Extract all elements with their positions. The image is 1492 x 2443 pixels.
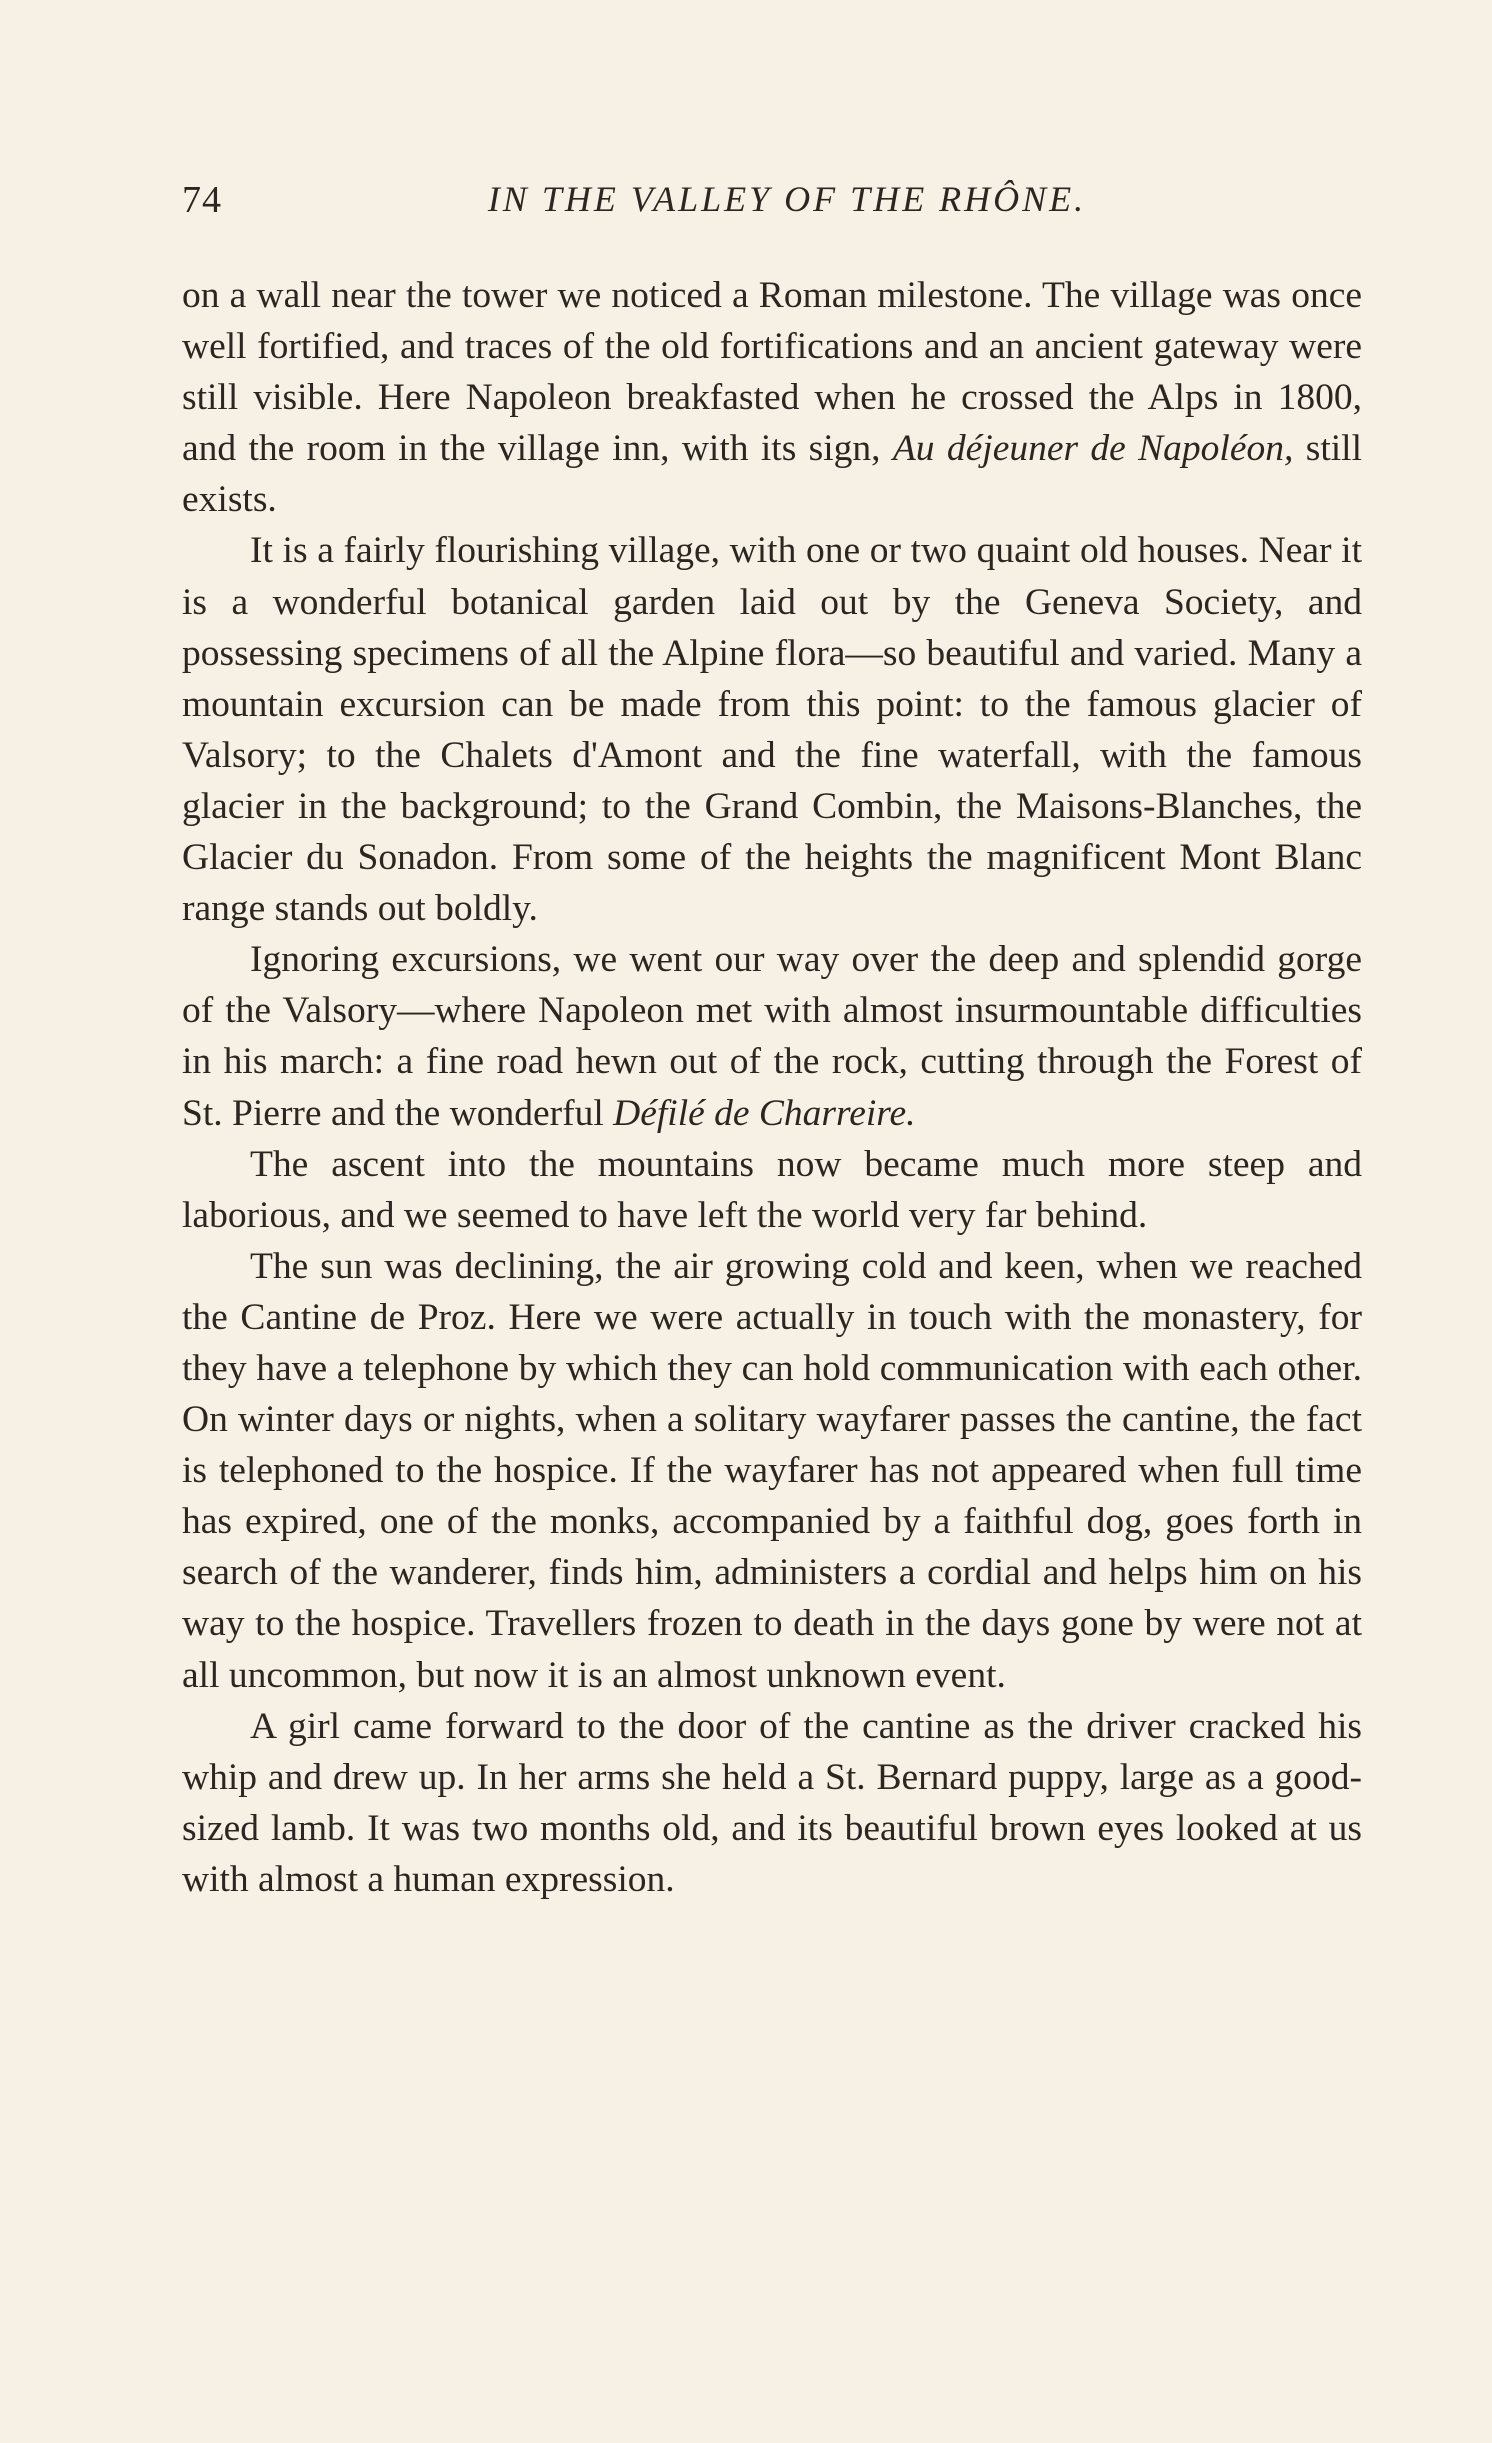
paragraph-1: on a wall near the tower we noticed a Roman milestone. The village was once well fortified, and traces of the old fortifications and an ancient gateway were still visible. Here Napoleon breakfasted when he crossed the Alps in 1800, and the room in the village inn, with its sign, Au déjeuner de Napoléon, still exists. [182,275,1362,521]
defile-italic: Défilé de Charreire. [613,1092,916,1134]
inn-sign-italic: Au déjeuner de Napoléon, [892,428,1294,470]
paragraph-4: The ascent into the mountains now became much more steep and laborious, and we seemed to have left the world very far behind. [182,1143,1362,1236]
running-title: IN THE VALLEY OF THE RHÔNE. [487,179,1087,219]
paragraph-3: Ignoring excursions, we went our way over the deep and splendid gorge of the Valsory—where Napoleon met with almost insurmountable difficulties in his march: a fine road hewn out of the rock, cutting through the Forest of St. Pierre and the wonderful Défilé de Charreire. [182,939,1362,1134]
body-text [182,270,1362,1905]
paragraph-2: It is a fairly flourishing village, with one or two quaint old houses. Near it is a wonderful botanical garden laid out by the Geneva Society, and possessing specimens of all the Alpine flora—so beautiful and varied. Many a mountain excursion can be made from this point: to the famous glacier of Valsory; to the Chalets d'Amont and the fine waterfall, with the famous glacier in the background; to the Grand Combin, the Maisons-Blanches, the Glacier du Sonadon. From some of the heights the magnificent Mont Blanc range stands out boldly. [182,530,1362,930]
page-number: 74 [182,179,222,221]
paragraph-6: A girl came forward to the door of the cantine as the driver cracked his whip and drew up. In her arms she held a St. Bernard puppy, large as a good-sized lamb. It was two months old, and its beautiful brown eyes looked at us with almost a human expression. [182,1705,1362,1900]
running-head [182,178,1362,238]
paragraph-5: The sun was declining, the air growing cold and keen, when we reached the Cantine de Proz. Here we were actually in touch with the monastery, for they have a telephone by which they can hold communication with each other. On winter days or nights, when a solitary wayfarer passes the cantine, the fact is telephoned to the hospice. If the wayfarer has not appeared when full time has expired, one of the monks, accompanied by a faithful dog, goes forth in search of the wanderer, finds him, administers a cordial and helps him on his way to the hospice. Travellers frozen to death in the days gone by were not at all uncommon, but now it is an almost unknown event. [182,1245,1362,1696]
